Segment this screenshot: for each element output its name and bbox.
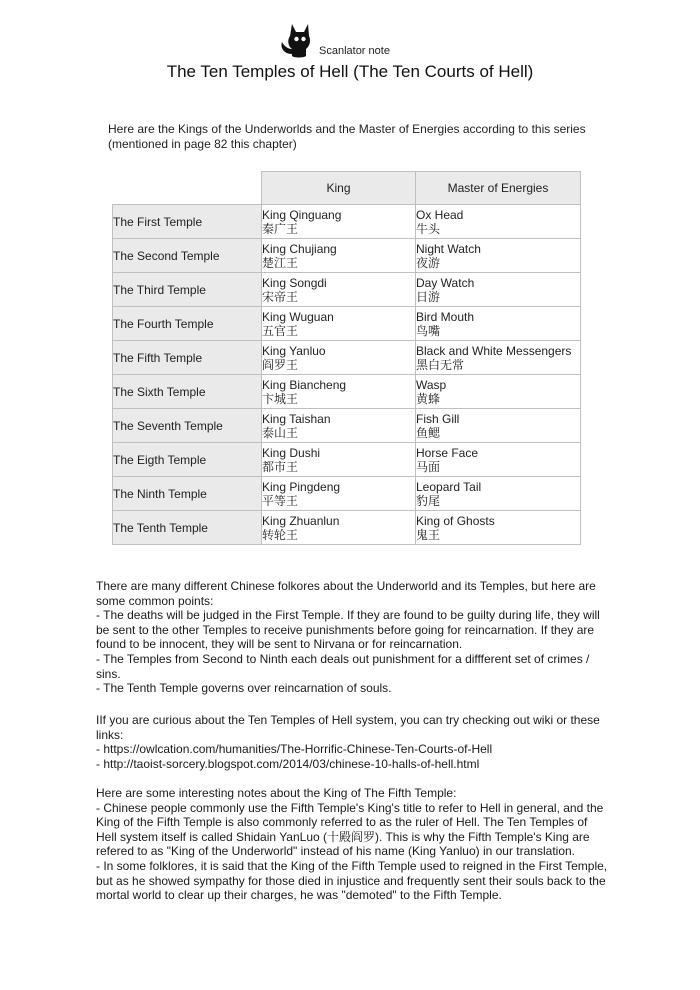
king-name: King Taishan [262,411,331,426]
king-name-chinese: 平等王 [262,493,299,508]
temple-cell: The First Temple [113,205,262,239]
master-cell [416,443,581,477]
master-name-chinese: 牛头 [416,221,441,236]
master-name-chinese: 黄蜂 [416,391,441,406]
king-name: King Zhuanlun [262,513,340,528]
king-cell [262,443,416,477]
temple-cell: The Second Temple [113,239,262,273]
master-name-chinese: 鱼鳃 [416,425,441,440]
king-name: King Biancheng [262,377,347,392]
king-cell [262,239,416,273]
logo-label: Scanlator note [319,45,390,57]
master-name-chinese: 豹尾 [416,493,441,508]
temple-cell: The Third Temple [113,273,262,307]
master-cell [416,477,581,511]
master-name-chinese: 鬼王 [416,527,441,542]
kings-table [112,171,581,545]
king-name: King Qinguang [262,207,342,222]
table-row [113,409,581,443]
king-name-chinese: 宋帝王 [262,289,299,304]
king-cell [262,205,416,239]
king-name-chinese: 转轮王 [262,527,299,542]
temple-cell: The Sixth Temple [113,375,262,409]
king-cell [262,307,416,341]
master-name: Leopard Tail [416,479,482,494]
link-owlcation[interactable]: - https://owlcation.com/humanities/The-Horrific-Chinese-Ten-Courts-of-Hell [96,742,493,757]
king-cell [262,273,416,307]
section-links [96,713,608,771]
table-corner-cell [113,172,262,205]
master-name: Wasp [416,377,447,392]
master-name: King of Ghosts [416,513,495,528]
master-name-chinese: 黑白无常 [416,357,465,372]
king-name-chinese: 五官王 [262,323,299,338]
table-row [113,443,581,477]
master-name-chinese: 日游 [416,289,441,304]
king-name-chinese: 泰山王 [262,425,299,440]
paragraph: - In some folklores, it is said that the King of the Fifth Temple used to reigned in the First Temple, but as he showed sympathy for those died in injustice and frequently sent their souls back to the mortal world to clear up their charges, he was "demoted" to the Fifth Temple. [96,858,608,903]
paragraph: - The Tenth Temple governs over reincarnation of souls. [96,681,392,696]
table-row [113,273,581,307]
cat-logo-icon [278,18,322,60]
paragraph: IIf you are curious about the Ten Temples of Hell system, you can try checking out wiki or these links: [96,713,600,742]
king-name: King Yanluo [262,343,326,358]
master-name: Black and White Messengers [416,343,572,358]
king-cell [262,341,416,375]
king-cell [262,375,416,409]
master-cell [416,511,581,545]
master-cell [416,273,581,307]
master-cell [416,409,581,443]
king-cell [262,409,416,443]
king-name: King Pingdeng [262,479,341,494]
master-cell [416,341,581,375]
temple-cell: The Seventh Temple [113,409,262,443]
master-name: Day Watch [416,275,475,290]
king-name-chinese: 阎罗王 [262,357,299,372]
paragraph: Here are some interesting notes about the King of The Fifth Temple: [96,786,457,800]
king-name-chinese: 楚江王 [262,255,299,270]
master-cell [416,307,581,341]
table-row [113,375,581,409]
king-name: King Songdi [262,275,327,290]
temple-cell: The Fourth Temple [113,307,262,341]
master-name: Ox Head [416,207,464,222]
king-name-chinese: 都市王 [262,459,299,474]
paragraph: - Chinese people commonly use the Fifth Temple's King's title to refer to Hell in general, and the King of the Fifth Temple is also commonly referred to as the ruler of Hell. The Ten Temples of Hell system itself is called Shidain YanLuo (十殿阎罗). This is why the Fifth Temple's King are refered to as "King of the Underworld" instead of his name (King Yanluo) in our translation. [96,800,604,859]
master-name: Horse Face [416,445,479,460]
column-header-king: King [262,172,416,205]
intro-paragraph: Here are the Kings of the Underworlds and the Master of Energies according to this series (mentioned in page 82 this chapter) [108,122,586,151]
table-row [113,307,581,341]
king-name: King Chujiang [262,241,337,256]
table-row [113,205,581,239]
paragraph: - The Temples from Second to Ninth each deals out punishment for a diffferent set of crimes / sins. [96,651,590,681]
temple-cell: The Fifth Temple [113,341,262,375]
table-header-row [113,172,581,205]
link-taoist-sorcery[interactable]: - http://taoist-sorcery.blogspot.com/2014/03/chinese-10-halls-of-hell.html [96,756,480,771]
master-name: Night Watch [416,241,481,256]
table-body [113,205,581,545]
table-row [113,511,581,545]
master-name: Fish Gill [416,411,460,426]
master-cell [416,239,581,273]
king-name: King Wuguan [262,309,334,324]
table-row [113,239,581,273]
king-cell [262,511,416,545]
table-row [113,477,581,511]
temple-cell: The Tenth Temple [113,511,262,545]
section-common-points [96,579,608,696]
master-name-chinese: 鸟嘴 [416,323,441,338]
master-name-chinese: 马面 [416,459,441,474]
master-cell [416,205,581,239]
paragraph: - The deaths will be judged in the First Temple. If they are found to be guilty during life, they will be sent to the other Temples to receive punishments before going for reincarnation. If they are found to be innocent, they will be sent to Nirvana or for reincarnation. [96,608,600,652]
column-header-master: Master of Energies [416,172,581,205]
master-name: Bird Mouth [416,309,475,324]
temple-cell: The Ninth Temple [113,477,262,511]
king-name-chinese: 卞城王 [262,391,299,406]
page-title: The Ten Temples of Hell (The Ten Courts of Hell) [166,62,534,81]
paragraph: There are many different Chinese folkores about the Underworld and its Temples, but here are some common points: [96,579,596,608]
table-row [113,341,581,375]
section-fifth-temple-notes [96,786,608,903]
temple-cell: The Eigth Temple [113,443,262,477]
master-name-chinese: 夜游 [416,255,441,270]
king-name-chinese: 秦广王 [262,221,299,236]
king-cell [262,477,416,511]
master-cell [416,375,581,409]
king-name: King Dushi [262,445,321,460]
